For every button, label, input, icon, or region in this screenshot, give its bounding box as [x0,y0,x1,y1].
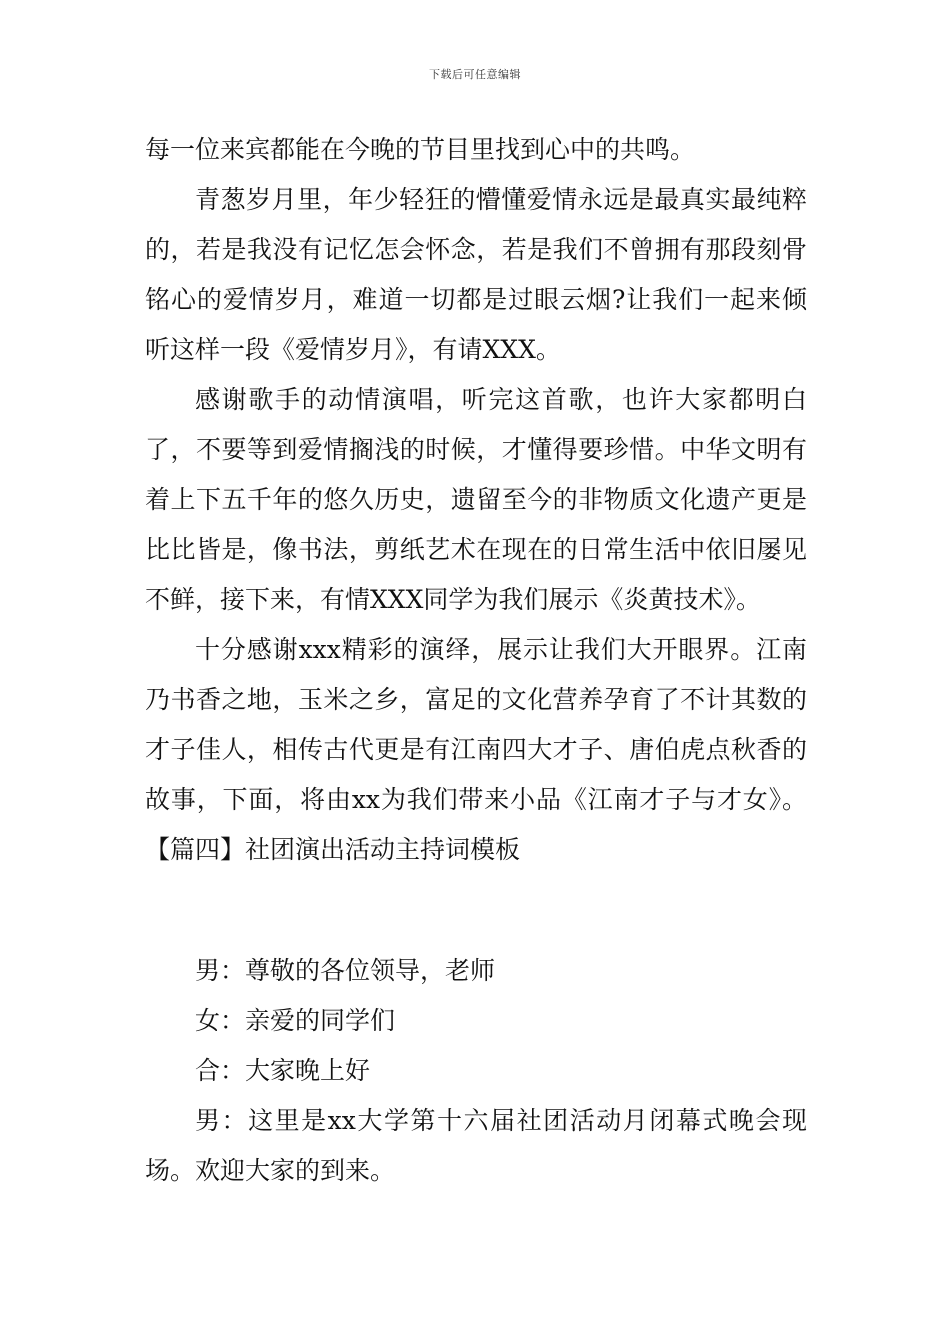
paragraph-heritage: 感谢歌手的动情演唱，听完这首歌，也许大家都明白了，不要等到爱情搁浅的时候，才懂得要珍惜。中华文明有着上下五千年的悠久历史，遗留至今的非物质文化遗产更是比比皆是，像书法，剪纸艺术在现在的日常生活中依旧屡见不鲜，接下来，有情XXX同学为我们展示《炎黄技术》。 [145,385,807,614]
document-body [145,125,807,1196]
dialogue-line-male-2: 男：这里是xx大学第十六届社团活动月闭幕式晚会现场。欢迎大家的到来。 [145,1106,807,1185]
page-header: 下载后可任意编辑 [429,68,521,81]
blank-line [145,896,807,946]
dialogue-line-together: 合：大家晚上好 [195,1056,371,1085]
dialogue-line-male-1: 男：尊敬的各位领导，老师 [195,956,496,985]
dialogue-line-female: 女：亲爱的同学们 [195,1006,396,1035]
paragraph-jiangnan: 十分感谢xxx精彩的演绎，展示让我们大开眼界。江南乃书香之地，玉米之乡，富足的文化营养孕育了不计其数的才子佳人，相传古代更是有江南四大才子、唐伯虎点秋香的故事，下面，将由xx为我们带来小品《江南才子与才女》。【篇四】社团演出活动主持词模板 [145,635,807,864]
dialogue-section [145,896,807,1196]
paragraph-continuation: 每一位来宾都能在今晚的节目里找到心中的共鸣。 [145,135,696,164]
paragraph-love-years: 青葱岁月里，年少轻狂的懵懂爱情永远是最真实最纯粹的，若是我没有记忆怎会怀念，若是我们不曾拥有那段刻骨铭心的爱情岁月，难道一切都是过眼云烟?让我们一起来倾听这样一段《爱情岁月》，有请XXX。 [145,185,807,364]
